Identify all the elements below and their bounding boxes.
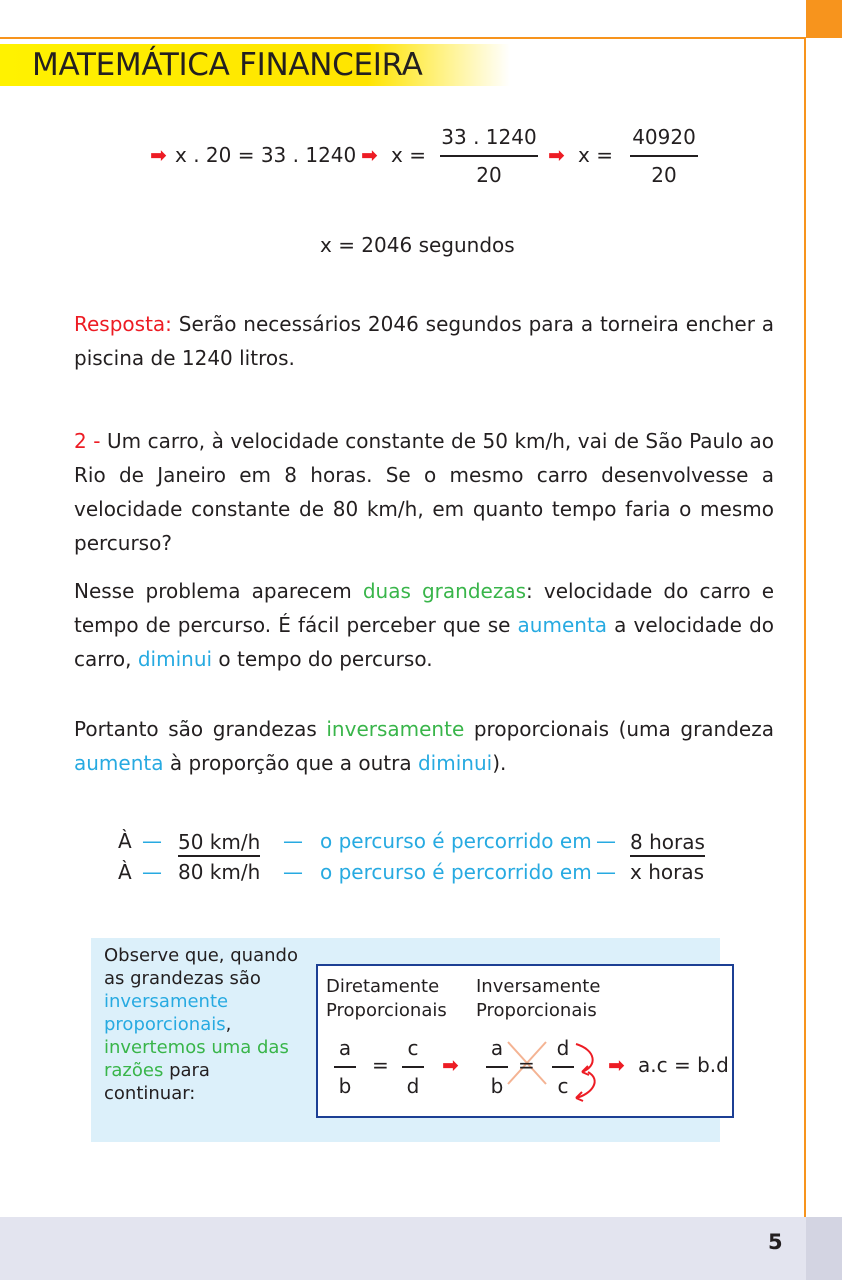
- page-title: MATEMÁTICA FINANCEIRA: [32, 47, 423, 83]
- corner-tab: [806, 0, 842, 38]
- fraction-numerator: d: [556, 1036, 570, 1060]
- problem-text: Um carro, à velocidade constante de 50 km/h, vai de São Paulo ao Rio de Janeiro em 8 horas. Se o mesmo carro desenvolvesse a velocidade constante de 80 km/h, em quanto tempo faria o mesmo percurso?: [74, 429, 774, 555]
- top-rule: [0, 37, 806, 39]
- equation-result: x = 2046 segundos: [320, 233, 515, 257]
- inverse-title-line1: Inversamente: [476, 976, 601, 997]
- footer-band: [0, 1217, 806, 1280]
- problem-2-paragraph: [74, 424, 774, 560]
- fraction-numerator: c: [407, 1036, 419, 1060]
- text-run: ).: [492, 751, 507, 775]
- fraction-33x1240-over-20: [440, 123, 538, 189]
- row-time: x horas: [630, 860, 705, 884]
- highlight-diminui: diminui: [137, 647, 213, 671]
- fraction-bar: [552, 1066, 574, 1068]
- explanation-paragraph-1: [74, 574, 774, 676]
- direct-title-line1: Diretamente: [326, 976, 440, 997]
- fraction-bar: [440, 155, 538, 157]
- row-prefix: À: [118, 829, 132, 853]
- row-speed: 80 km/h: [178, 860, 261, 884]
- dash: —: [596, 829, 616, 853]
- direct-title-line2: Proporcionais: [326, 1000, 447, 1021]
- equation-part1: x . 20 = 33 . 1240: [175, 143, 357, 167]
- row-middle: o percurso é percorrido em: [320, 829, 592, 853]
- fraction-a-over-b: [334, 1034, 356, 1100]
- answer-text: Serão necessários 2046 segundos para a torneira encher a piscina de 1240 litros.: [74, 312, 774, 370]
- fraction-bar: [630, 155, 698, 157]
- right-rule: [804, 37, 806, 1217]
- row-middle: o percurso é percorrido em: [320, 860, 592, 884]
- text-run: o tempo do percurso.: [212, 647, 433, 671]
- problem-number: 2 -: [74, 429, 101, 453]
- answer-label: Resposta:: [74, 312, 172, 336]
- fraction-denominator: b: [338, 1074, 352, 1098]
- highlight-aumenta: aumenta: [74, 751, 164, 775]
- dash: —: [283, 860, 303, 884]
- text-run: a velocidade do carro,: [74, 613, 775, 671]
- fraction-bar: [486, 1066, 508, 1068]
- note-highlight-inversamente: inversamente proporcionais: [104, 991, 229, 1035]
- fraction-bar: [402, 1066, 424, 1068]
- note-highlight-invertemos: invertemos uma das razões: [104, 1037, 289, 1081]
- dash: —: [596, 860, 616, 884]
- fraction-d-over-c: [552, 1034, 574, 1100]
- highlight-inversamente: inversamente: [326, 717, 465, 741]
- text-run: : velocidade do carro e tempo de percurso. É fácil perceber que se: [74, 579, 774, 637]
- note-comma: ,: [225, 1014, 232, 1035]
- dash: —: [283, 829, 303, 853]
- fraction-denominator: c: [557, 1074, 569, 1098]
- note-text: [104, 944, 300, 1105]
- swap-arrow-icon: [576, 1044, 593, 1072]
- fraction-numerator: a: [338, 1036, 352, 1060]
- text-run: Portanto são grandezas: [74, 717, 327, 741]
- fraction-numerator: 33 . 1240: [441, 125, 537, 149]
- row-time: 8 horas: [630, 829, 705, 857]
- highlight-duas-grandezas: duas grandezas: [362, 579, 527, 603]
- page-number: 5: [768, 1230, 783, 1254]
- right-arrow-icon: ➡: [150, 143, 167, 167]
- fraction-bar: [334, 1066, 356, 1068]
- text-run: à proporção que a outra: [163, 751, 418, 775]
- equation-x-equals: x =: [391, 143, 426, 167]
- text-run: proporcionais (uma grandeza: [464, 717, 774, 741]
- note-line: as grandezas são: [104, 968, 261, 989]
- inverse-title-line2: Proporcionais: [476, 1000, 597, 1021]
- equals-sign: =: [372, 1053, 389, 1077]
- explanation-paragraph-2: [74, 712, 774, 780]
- text-run: Nesse problema aparecem: [74, 579, 363, 603]
- fraction-numerator: a: [490, 1036, 504, 1060]
- footer-tab: [806, 1217, 842, 1280]
- row-prefix: À: [118, 860, 132, 884]
- note-rest: para continuar:: [104, 1060, 210, 1104]
- right-arrow-icon: ➡: [548, 143, 565, 167]
- fraction-a-over-b-inverse: [486, 1034, 508, 1100]
- fraction-c-over-d: [402, 1034, 424, 1100]
- dash: —: [142, 860, 162, 884]
- highlight-diminui: diminui: [417, 751, 493, 775]
- dash: —: [142, 829, 162, 853]
- right-arrow-icon: ➡: [361, 143, 378, 167]
- note-line: Observe que, quando: [104, 945, 298, 966]
- fraction-numerator: 40920: [632, 125, 696, 149]
- highlight-aumenta: aumenta: [517, 613, 608, 637]
- rule-result: a.c = b.d: [638, 1053, 729, 1077]
- row-speed: 50 km/h: [178, 829, 260, 857]
- fraction-denominator: b: [490, 1074, 504, 1098]
- equals-sign-inverse: =: [518, 1053, 535, 1077]
- right-arrow-icon: ➡: [442, 1053, 459, 1077]
- answer-paragraph: [74, 307, 774, 375]
- equation-x-equals-2: x =: [578, 143, 613, 167]
- fraction-denominator: 20: [476, 163, 502, 187]
- fraction-40920-over-20: [630, 123, 698, 189]
- fraction-denominator: 20: [651, 163, 677, 187]
- fraction-denominator: d: [406, 1074, 420, 1098]
- right-arrow-icon: ➡: [608, 1053, 625, 1077]
